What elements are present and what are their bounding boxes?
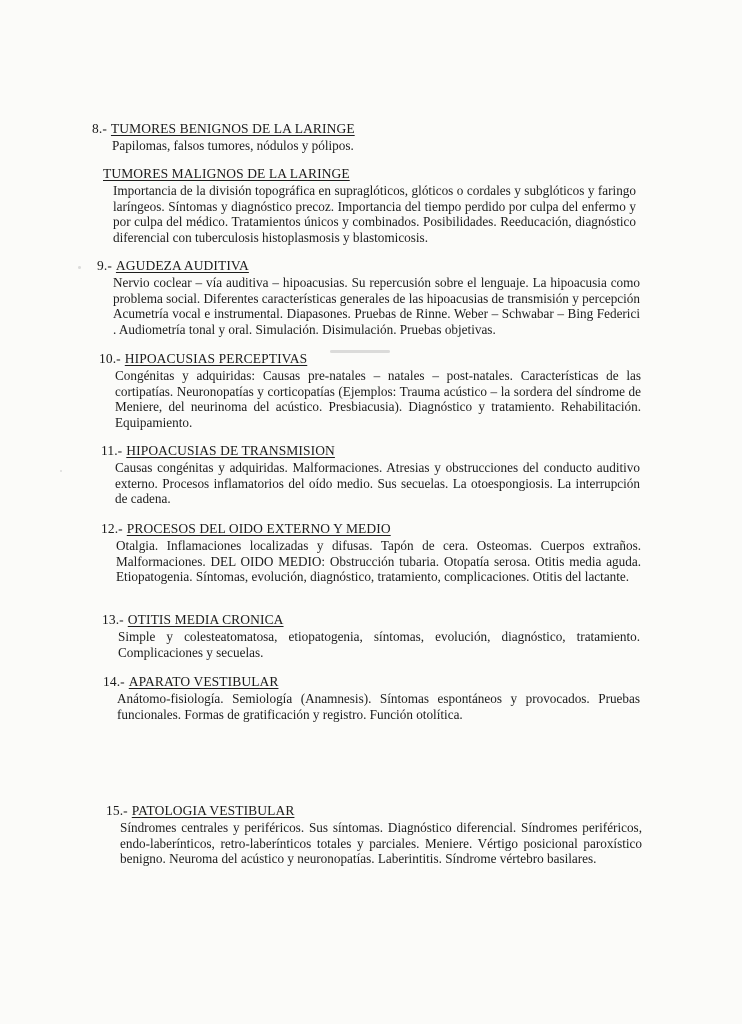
section-text: Importancia de la división topográfica en supraglóticos, glóticos o cordales y subglóticos y faringo laríngeos. Síntomas y diagnóstico precoz. Importancia del tiempo perdido por culpa del enfermo y por culpa del médico. Tratamientos únicos y combinados. Posibilidades. Reeducación, diagnóstico diferencial con tuberculosis histoplasmosis y blastomicosis. <box>113 183 636 245</box>
section-title: TUMORES MALIGNOS DE LA LARINGE <box>103 166 350 181</box>
section-text: Papilomas, falsos tumores, nódulos y pólipos. <box>112 138 354 153</box>
section-number: 8.- <box>92 121 107 136</box>
section-heading <box>101 521 641 537</box>
section-title: OTITIS MEDIA CRONICA <box>127 612 284 627</box>
section-heading <box>106 803 642 819</box>
section-number: 9.- <box>97 258 112 273</box>
section-number: 12.- <box>101 521 123 536</box>
section-title: AGUDEZA AUDITIVA <box>115 258 249 273</box>
section-heading <box>92 121 612 137</box>
section-10 <box>99 351 641 430</box>
section-9 <box>97 258 640 337</box>
section-text: Congénitas y adquiridas: Causas pre-natales – natales – post-natales. Características de las cortipatías. Neuronopatías y corticopatías (Ejemplos: Trauma acústico – la sordera del síndrome de Meniere, del neurinoma del acústico. Presbiacusia). Diagnóstico y tratamiento. Rehabilitación. Equipamiento. <box>115 368 641 430</box>
section-text: Nervio coclear – vía auditiva – hipoacusias. Su repercusión sobre el lenguaje. La hipoacusia como problema social. Diferentes características generales de las hipoacusias de transmisión y percepción Acumetría vocal e instrumental. Diapasones. Pruebas de Rinne. Weber – Schwabar – Bing Federici . Audiometría tonal y oral. Simulación. Disimulación. Pruebas objetivas. <box>113 275 640 337</box>
section-15 <box>106 803 642 867</box>
section-14 <box>103 674 640 722</box>
section-title: PATOLOGIA VESTIBULAR <box>131 803 295 818</box>
section-title: TUMORES BENIGNOS DE LA LARINGE <box>110 121 355 136</box>
section-12 <box>101 521 641 585</box>
section-number: 13.- <box>102 612 124 627</box>
section-text: Causas congénitas y adquiridas. Malformaciones. Atresias y obstrucciones del conducto auditivo externo. Procesos inflamatorios del oído medio. Sus secuelas. La otoespongiosis. La interrupción de cadena. <box>115 460 640 507</box>
section-heading <box>103 166 636 182</box>
section-text: Anátomo-fisiología. Semiología (Anamnesis). Síntomas espontáneos y provocados. Pruebas funcionales. Formas de gratificación y registro. Función otolítica. <box>117 691 640 722</box>
section-text: Simple y colesteatomatosa, etiopatogenia, síntomas, evolución, diagnóstico, tratamiento. Complicaciones y secuelas. <box>118 629 640 660</box>
section-text: Síndromes centrales y periféricos. Sus síntomas. Diagnóstico diferencial. Síndromes periféricos, endo-laberínticos, retro-laberínticos totales y parciales. Meniere. Vértigo posicional paroxístico benigno. Neuroma del acústico y neuronopatías. Laberintitis. Síndrome vértebro basilares. <box>120 820 642 867</box>
section-heading <box>102 612 640 628</box>
section-number: 10.- <box>99 351 121 366</box>
section-heading <box>97 258 640 274</box>
section-heading <box>103 674 640 690</box>
section-b <box>103 166 636 245</box>
section-13 <box>102 612 640 660</box>
section-11 <box>101 443 640 507</box>
scan-speck <box>78 266 81 269</box>
section-number: 14.- <box>103 674 125 689</box>
section-title: HIPOACUSIAS PERCEPTIVAS <box>124 351 308 366</box>
scan-speck <box>60 470 62 472</box>
section-number: 11.- <box>101 443 123 458</box>
section-title: APARATO VESTIBULAR <box>128 674 279 689</box>
section-title: HIPOACUSIAS DE TRANSMISION <box>126 443 335 458</box>
section-title: PROCESOS DEL OIDO EXTERNO Y MEDIO <box>126 521 391 536</box>
section-heading <box>101 443 640 459</box>
section-number: 15.- <box>106 803 128 818</box>
section-text: Otalgia. Inflamaciones localizadas y difusas. Tapón de cera. Osteomas. Cuerpos extraños. Malformaciones. DEL OIDO MEDIO: Obstrucción tubaria. Otopatía serosa. Otitis media aguda. Etiopatogenia. Síntomas, evolución, diagnóstico, tratamiento, complicaciones. Otitis del lactante. <box>116 538 641 585</box>
section-8 <box>92 121 612 154</box>
section-heading <box>99 351 641 367</box>
